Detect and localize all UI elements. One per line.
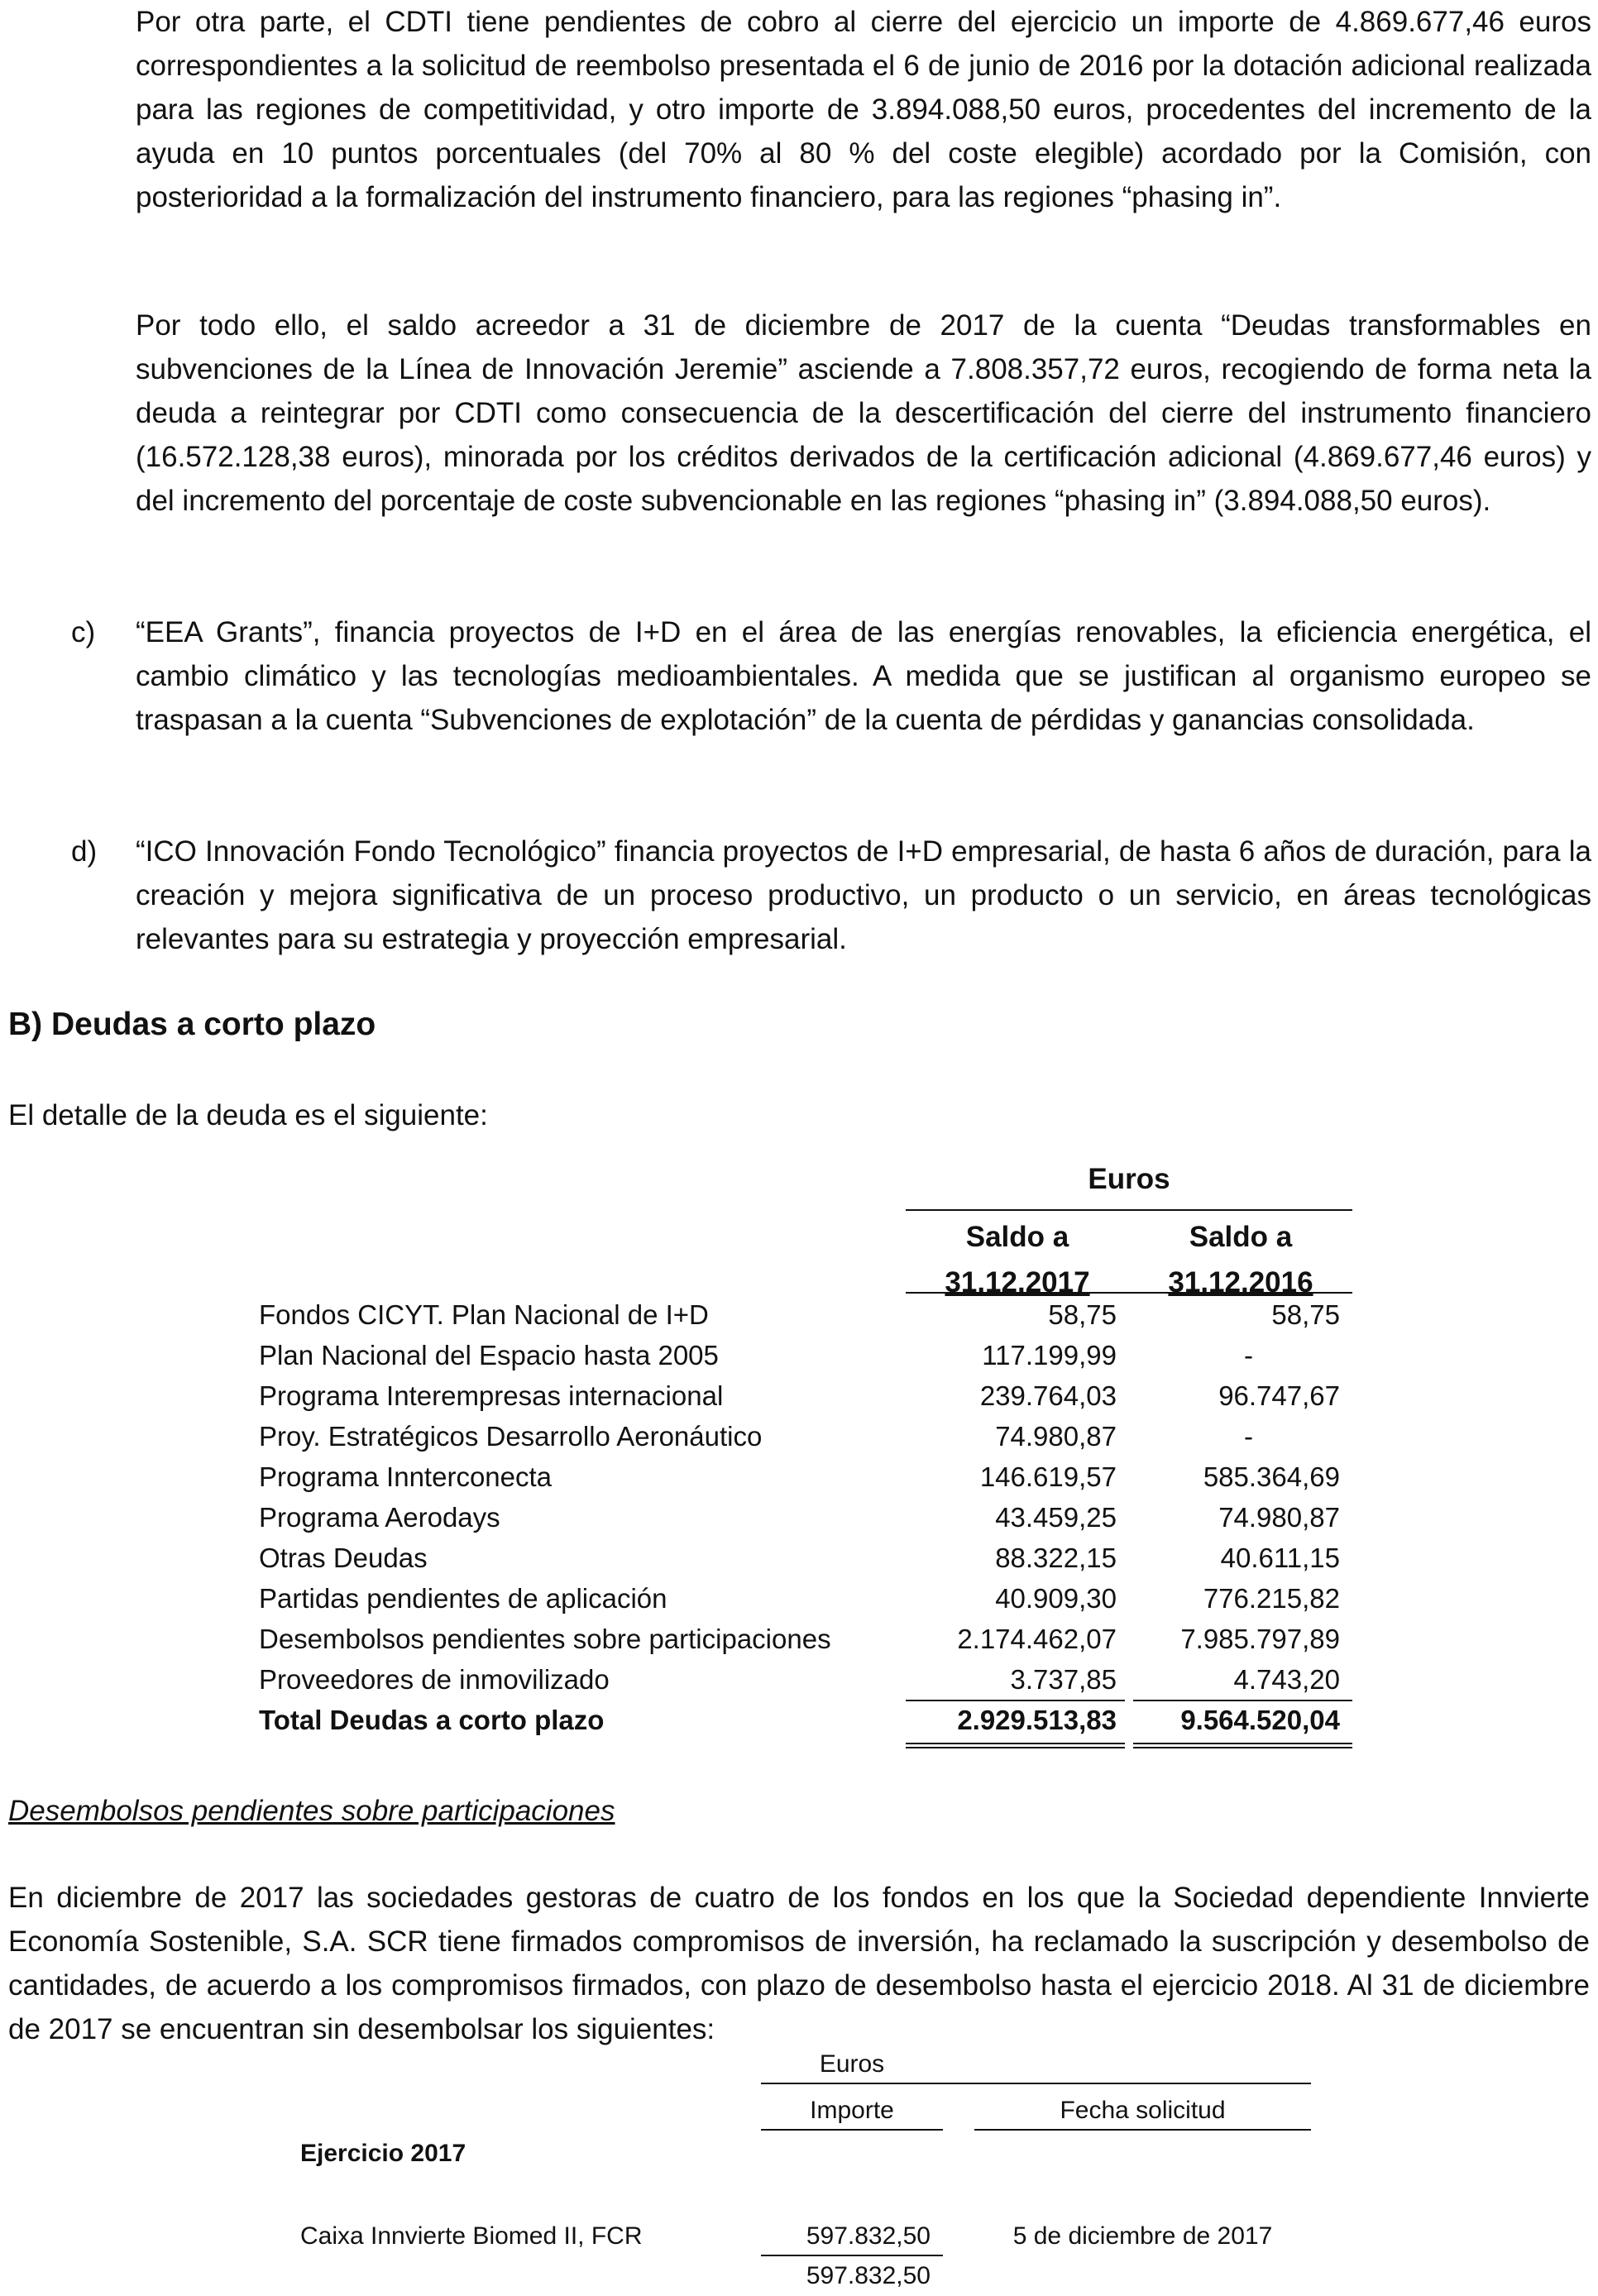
total-double-rule — [1133, 1743, 1352, 1748]
row-label: Programa Innterconecta — [259, 1461, 553, 1492]
table2-column-fecha: Fecha solicitud — [1060, 2097, 1226, 2124]
list-label-d: d) — [71, 835, 98, 868]
paragraph-saldo-acreedor: Por todo ello, el saldo acreedor a 31 de diciembre de 2017 de la cuenta “Deudas transformables en subvenciones de la Línea de Innovación Jeremie” asciende a 7.808.357,72 euros, recogiendo de forma neta la deuda a reintegrar por CDTI como consecuencia de la descertificación del cierre del instrumento financiero (16.572.128,38 euros), minorada por los créditos derivados de la certificación adicional (4.869.677,46 euros) y del incremento del porcentaje de coste subvencionable en las regiones “phasing in” (3.894.088,50 euros). — [136, 309, 1591, 517]
column-header-2017: Saldo a 31.12.2017 — [945, 1221, 1090, 1299]
table2-total-importe: 597.832,50 — [806, 2262, 931, 2289]
table-row — [0, 1335, 1598, 1375]
value-2016: 40.611,15 — [1220, 1543, 1340, 1573]
row-label: Programa Interempresas internacional — [259, 1380, 724, 1411]
table2-currency-rule — [761, 2083, 1311, 2084]
value-2017: 239.764,03 — [979, 1380, 1117, 1411]
value-2016: 74.980,87 — [1218, 1502, 1340, 1533]
table2-row-fecha: 5 de diciembre de 2017 — [1012, 2222, 1273, 2250]
table2-row-importe: 597.832,50 — [806, 2222, 931, 2250]
section-heading-b: B) Deudas a corto plazo — [8, 1007, 376, 1042]
value-2016: 9.564.520,04 — [1180, 1705, 1340, 1735]
list-label-c: c) — [71, 616, 96, 648]
table2-importe-rule — [761, 2129, 943, 2131]
table-row — [0, 1578, 1598, 1619]
table-row — [0, 1457, 1598, 1497]
table-row — [0, 1416, 1598, 1457]
table-row — [0, 1538, 1598, 1578]
column-header-2016: Saldo a 31.12.2016 — [1168, 1221, 1313, 1299]
table2-sum-rule — [761, 2255, 943, 2256]
row-label: Otras Deudas — [259, 1543, 428, 1573]
table2-row-label: Caixa Innvierte Biomed II, FCR — [300, 2222, 643, 2250]
table2-column-importe: Importe — [810, 2097, 894, 2124]
paragraph-cdti-pending: Por otra parte, el CDTI tiene pendientes de cobro al cierre del ejercicio un importe de 4.869.677,46 euros correspondientes a la solicitud de reembolso presentada el 6 de junio de 2016 por la dotación adicional realizada para las regiones de competitividad, y otro importe de 3.894.088,50 euros, procedentes del incremento de la ayuda en 10 puntos porcentuales (del 70% al 80 % del coste elegible) acordado por la Comisión, con posterioridad a la formalización del instrumento financiero, para las regiones “phasing in”. — [136, 6, 1591, 213]
value-2017: 117.199,99 — [982, 1340, 1117, 1370]
table2-section-label: Ejercicio 2017 — [300, 2140, 466, 2167]
value-2016: 776.215,82 — [1203, 1583, 1340, 1614]
paragraph-desembolsos: En diciembre de 2017 las sociedades gestoras de cuatro de los fondos en los que la Sociedad dependiente Innvierte Economía Sostenible, S.A. SCR tiene firmados compromisos de inversión, ha reclamado la suscripción y desembolso de cantidades, de acuerdo a los compromisos firmados, con plazo de desembolso hasta el ejercicio 2018. Al 31 de diciembre de 2017 se encuentran sin desembolsar los siguientes: — [8, 1882, 1590, 2045]
sum-rule — [906, 1700, 1125, 1701]
sum-rule — [1133, 1700, 1352, 1701]
table-row — [0, 1659, 1598, 1700]
row-label: Proy. Estratégicos Desarrollo Aeronáutico — [259, 1421, 763, 1452]
paragraph-eea-grants: “EEA Grants”, financia proyectos de I+D en el área de las energías renovables, la eficiencia energética, el cambio climático y las tecnologías medioambientales. A medida que se justifican al organismo europeo se traspasan a la cuenta “Subvenciones de explotación” de la cuenta de pérdidas y ganancias consolidada. — [136, 616, 1591, 736]
value-2017: 2.174.462,07 — [957, 1624, 1117, 1654]
row-label: Plan Nacional del Espacio hasta 2005 — [259, 1340, 719, 1370]
row-label: Fondos CICYT. Plan Nacional de I+D — [259, 1299, 709, 1330]
paragraph-detalle: El detalle de la deuda es el siguiente: — [8, 1099, 488, 1131]
value-2017: 146.619,57 — [979, 1461, 1117, 1492]
value-2016: 7.985.797,89 — [1180, 1624, 1340, 1654]
value-2017: 3.737,85 — [1010, 1664, 1117, 1695]
value-2016: - — [1244, 1340, 1253, 1370]
table-row — [0, 1294, 1598, 1335]
row-label: Desembolsos pendientes sobre participaciones — [259, 1624, 831, 1654]
table-row — [0, 1497, 1598, 1538]
row-label: Total Deudas a corto plazo — [259, 1705, 605, 1735]
value-2016: 4.743,20 — [1233, 1664, 1340, 1695]
row-label: Partidas pendientes de aplicación — [259, 1583, 667, 1614]
header-rule — [906, 1209, 1352, 1211]
total-double-rule — [906, 1743, 1125, 1748]
table-currency-header: Euros — [1088, 1163, 1170, 1195]
value-2016: - — [1244, 1421, 1253, 1452]
value-2017: 40.909,30 — [995, 1583, 1117, 1614]
row-label: Programa Aerodays — [259, 1502, 500, 1533]
table-row — [0, 1619, 1598, 1659]
value-2016: 58,75 — [1271, 1299, 1340, 1330]
value-2017: 88.322,15 — [995, 1543, 1117, 1573]
subheading-desembolsos: Desembolsos pendientes sobre participaciones — [8, 1795, 615, 1827]
table2-fecha-rule — [974, 2129, 1311, 2131]
value-2017: 74.980,87 — [995, 1421, 1117, 1452]
table2-currency-header: Euros — [819, 2050, 885, 2078]
table-row — [0, 1375, 1598, 1416]
value-2016: 585.364,69 — [1203, 1461, 1340, 1492]
value-2016: 96.747,67 — [1218, 1380, 1340, 1411]
value-2017: 43.459,25 — [995, 1502, 1117, 1533]
header-bottom-rule — [906, 1292, 1352, 1294]
value-2017: 58,75 — [1048, 1299, 1117, 1330]
table-total-row — [0, 1700, 1598, 1740]
paragraph-ico-innovacion: “ICO Innovación Fondo Tecnológico” financia proyectos de I+D empresarial, de hasta 6 años de duración, para la creación y mejora significativa de un proceso productivo, un producto o un servicio, en áreas tecnológicas relevantes para su estrategia y proyección empresarial. — [136, 835, 1591, 955]
row-label: Proveedores de inmovilizado — [259, 1664, 610, 1695]
table-body — [0, 1294, 1598, 1740]
value-2017: 2.929.513,83 — [957, 1705, 1117, 1735]
